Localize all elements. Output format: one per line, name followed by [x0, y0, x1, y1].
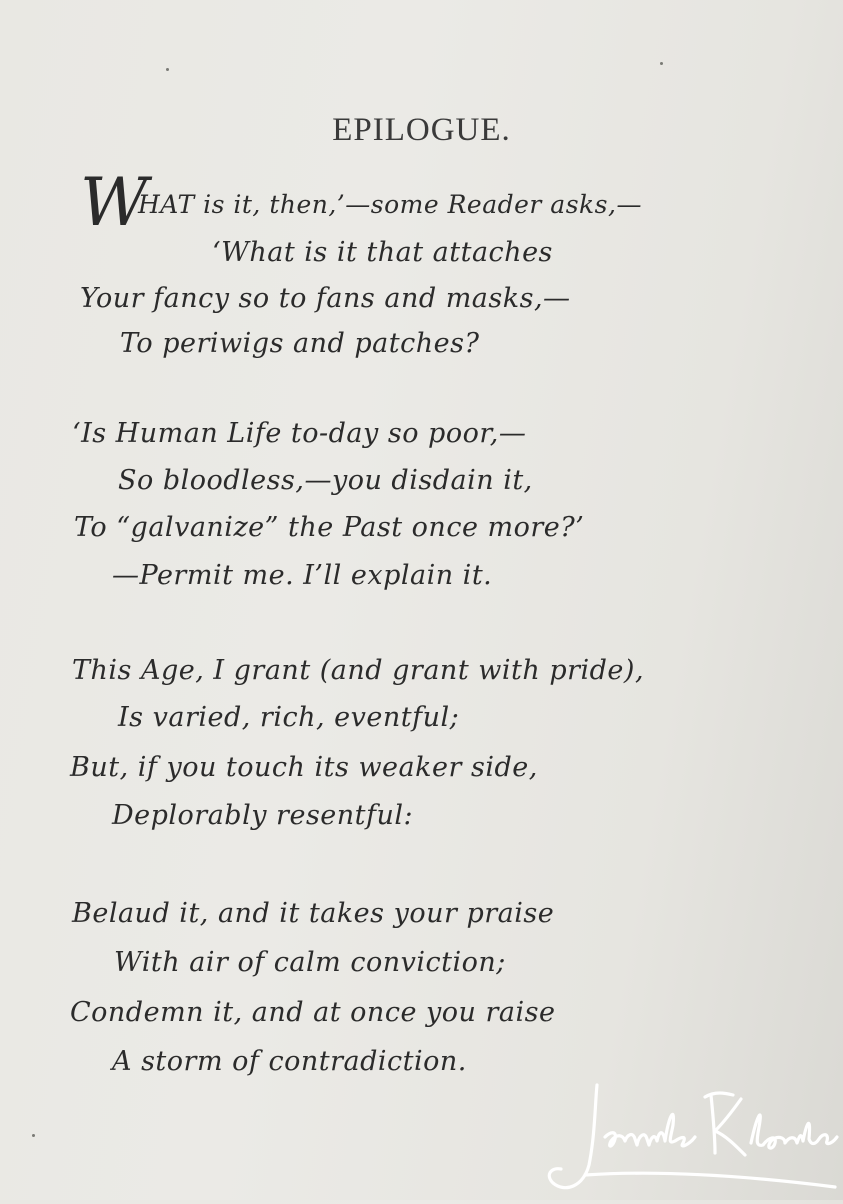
poem-line: Deplorably resentful:	[112, 800, 414, 831]
poem-line: This Age, I grant (and grant with pride),	[72, 655, 645, 686]
poem-line: To “galvanize” the Past once more?’	[74, 512, 585, 543]
poem-line: So bloodless,—you disdain it,	[118, 465, 533, 496]
poem-line: Is varied, rich, eventful;	[118, 702, 460, 733]
poem-line: ‘Is Human Life to-day so poor,—	[72, 418, 527, 449]
poem-line: Your fancy so to fans and masks,—	[80, 283, 571, 314]
poem-line: With air of calm conviction;	[114, 947, 506, 978]
poem-line: HAT is it, then,’—some Reader asks,—	[138, 190, 642, 219]
poem-line: Belaud it, and it takes your praise	[72, 898, 555, 929]
poem-line: Condemn it, and at once you raise	[70, 997, 556, 1028]
handwritten-signature	[545, 1075, 843, 1200]
poem-line: —Permit me. I’ll explain it.	[112, 560, 493, 591]
poem-line: A storm of contradiction.	[112, 1046, 467, 1077]
poem-line: To periwigs and patches?	[120, 328, 480, 359]
poem-line: But, if you touch its weaker side,	[70, 752, 538, 783]
signature-drawing	[545, 1075, 843, 1200]
poem-line: ‘What is it that attaches	[212, 237, 553, 268]
page-title: EPILOGUE.	[332, 112, 511, 148]
drop-cap: W	[80, 164, 148, 241]
